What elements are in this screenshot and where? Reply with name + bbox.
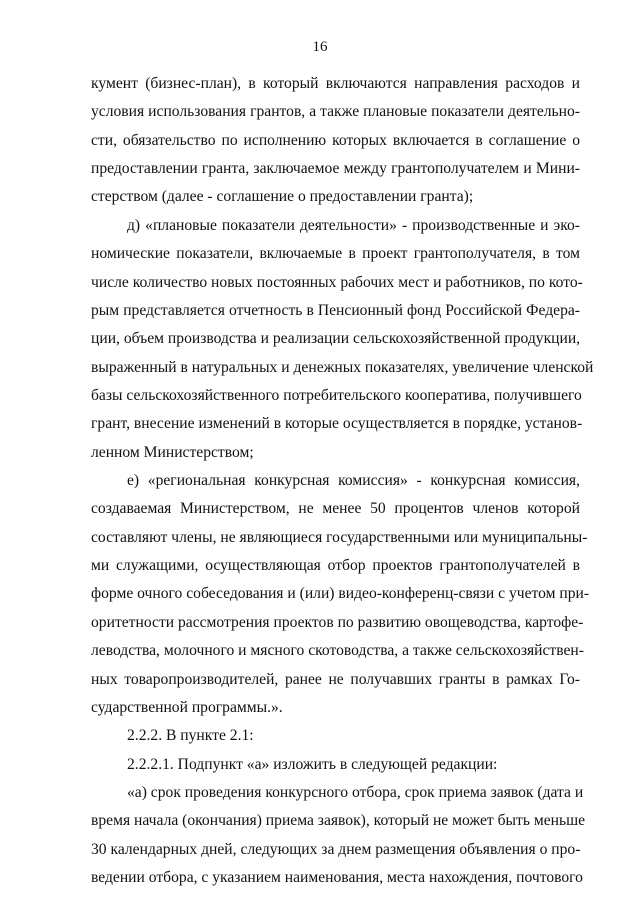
text-line: стерством (далее - соглашение о предоставлении гранта); — [91, 188, 474, 206]
text-line: сти, обязательство по исполнению которых включается в соглашение о — [91, 131, 580, 149]
text-line: выраженный в натуральных и денежных показателях, увеличение членской — [91, 358, 594, 376]
text-line: условия использования грантов, а также плановые показатели деятельно- — [91, 103, 580, 121]
text-line: ведении отбора, с указанием наименования, места нахождения, почтового — [91, 869, 583, 886]
text-line: ми служащими, осуществляющая отбор проектов грантополучателей в — [91, 557, 580, 575]
text-line: рым представляется отчетность в Пенсионный фонд Российской Федера- — [91, 301, 580, 319]
text-line: базы сельскохозяйственного потребительского кооператива, получившего — [91, 386, 582, 404]
text-line: создаваемая Министерством, не менее 50 процентов членов которой — [91, 500, 580, 518]
page-number: 16 — [312, 39, 328, 55]
text-line: леводства, молочного и мясного скотоводства, а также сельскохозяйствен- — [91, 642, 584, 660]
text-line: ных товаропроизводителей, ранее не получавших гранты в рамках Го- — [91, 670, 580, 688]
text-line: 2.2.2.1. Подпункт «а» изложить в следующей редакции: — [127, 755, 498, 773]
text-line: предоставлении гранта, заключаемое между грантополучателем и Мини- — [91, 160, 580, 178]
text-line: ленном Министерством; — [91, 443, 254, 461]
text-line: сударственной программы.». — [91, 698, 283, 716]
text-line: е) «региональная конкурсная комиссия» - конкурсная комиссия, — [127, 472, 580, 489]
text-line: 2.2.2. В пункте 2.1: — [127, 727, 254, 745]
text-line: д) «плановые показатели деятельности» - производственные и эко- — [127, 216, 580, 234]
text-line: время начала (окончания) приема заявок), который не может быть меньше — [91, 812, 586, 830]
text-line: 30 календарных дней, следующих за днем размещения объявления о про- — [91, 840, 581, 858]
text-line: кумент (бизнес-план), в который включаются направления расходов и — [91, 75, 580, 92]
text-line: ции, объем производства и реализации сельскохозяйственной продукции, — [91, 330, 581, 348]
text-line: числе количество новых постоянных рабочих мест и работников, по кото- — [91, 273, 583, 291]
text-line: форме очного собеседования и (или) видео-конференц-связи с учетом при- — [91, 585, 590, 603]
text-line: номические показатели, включаемые в проект грантополучателя, в том — [91, 245, 580, 263]
text-line: «а) срок проведения конкурсного отбора, срок приема заявок (дата и — [127, 783, 584, 801]
text-line: грант, внесение изменений в которые осуществляется в порядке, установ- — [91, 415, 583, 433]
text-line: составляют члены, не являющиеся государственными или муниципальны- — [91, 528, 588, 546]
text-line: оритетности рассмотрения проектов по развитию овощеводства, картофе- — [91, 613, 584, 631]
